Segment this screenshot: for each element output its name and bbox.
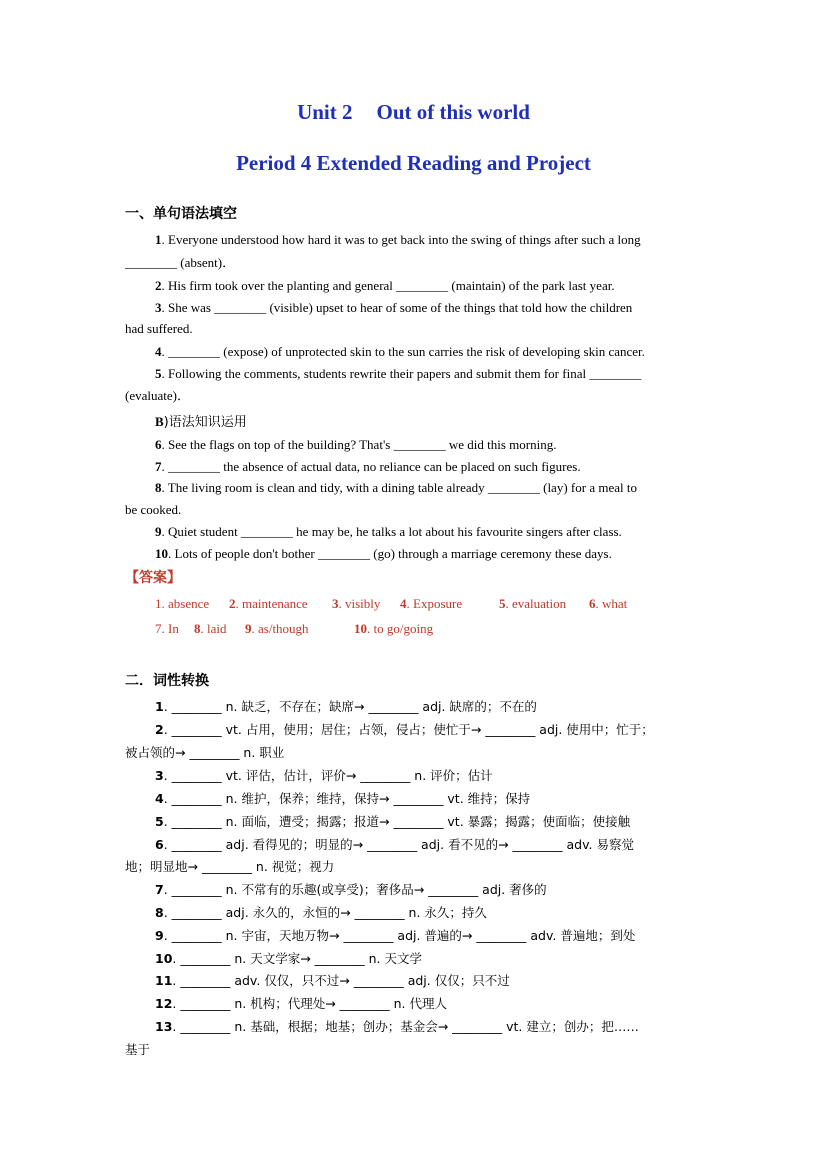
question-8-cont: be cooked. bbox=[125, 502, 182, 517]
row-9: 9. ________ n. 宇宙，天地万物→ ________ adj. 普遍的→ ________ adv. 普遍地；到处 bbox=[155, 928, 636, 943]
question-9: 9. Quiet student ________ he may be, he talks a lot about his favourite singers after class. bbox=[155, 524, 622, 539]
row-12: 12. ________ n. 机构；代理处→ ________ n. 代理人 bbox=[155, 996, 447, 1011]
row-6-cont: 地；明显地→ ________ n. 视觉；视力 bbox=[125, 859, 335, 874]
row-3: 3. ________ vt. 评估，估计，评价→ ________ n. 评价；估计 bbox=[155, 768, 493, 783]
answer-1: 1. absence bbox=[155, 596, 210, 611]
row-1: 1. ________ n. 缺乏，不存在；缺席→ ________ adj. 缺席的；不在的 bbox=[155, 699, 537, 714]
row-8: 8. ________ adj. 永久的，永恒的→ ________ n. 永久；持久 bbox=[155, 905, 487, 920]
row-13: 13. ________ n. 基础，根据；地基；创办；基金会→ ________ vt. 建立；创办；把…… bbox=[155, 1019, 639, 1034]
answer-3: 3. visibly bbox=[332, 596, 381, 611]
answer-6: 6. what bbox=[589, 596, 628, 611]
row-13-cont: 基于 bbox=[125, 1042, 151, 1057]
period-title: Period 4 Extended Reading and Project bbox=[236, 151, 591, 175]
unit-label: Unit 2 bbox=[297, 100, 353, 124]
row-11: 11. ________ adv. 仅仅，只不过→ ________ adj. 仅仅；只不过 bbox=[155, 973, 510, 988]
question-3: 3. She was ________ (visible) upset to hear of some of the things that told how the children bbox=[155, 300, 633, 315]
answer-8: 8. laid bbox=[194, 621, 227, 636]
answer-9: 9. as/though bbox=[245, 621, 309, 636]
question-8: 8. The living room is clean and tidy, with a dining table already ________ (lay) for a meal to bbox=[155, 480, 637, 495]
question-7: 7. ________ the absence of actual data, no reliance can be placed on such figures. bbox=[155, 459, 581, 474]
answer-7: 7. In bbox=[155, 621, 179, 636]
section2-heading: 二．词性转换 bbox=[125, 673, 209, 689]
section1-heading: 一、单句语法填空 bbox=[125, 206, 237, 222]
question-10: 10. Lots of people don't bother ________ (go) through a marriage ceremony these days. bbox=[155, 546, 612, 561]
answer-10: 10. to go/going bbox=[354, 621, 434, 636]
question-3-cont: had suffered. bbox=[125, 321, 193, 336]
row-5: 5. ________ n. 面临，遭受；揭露；报道→ ________ vt. 暴露；揭露；使面临；使接触 bbox=[155, 814, 631, 829]
question-6: 6. See the flags on top of the building? That's ________ we did this morning. bbox=[155, 437, 557, 452]
row-4: 4. ________ n. 维护，保养；维持，保持→ ________ vt. 维持；保持 bbox=[155, 791, 531, 806]
answer-4: 4. Exposure bbox=[400, 596, 463, 611]
row-7: 7. ________ n. 不常有的乐趣(或享受)；奢侈品→ ________ adj. 奢侈的 bbox=[155, 882, 547, 897]
subheading-b: B)语法知识运用 bbox=[155, 414, 247, 430]
answer-2: 2. maintenance bbox=[229, 596, 308, 611]
question-2: 2. His firm took over the planting and general ________ (maintain) of the park last year. bbox=[155, 278, 615, 293]
row-6: 6. ________ adj. 看得见的；明显的→ ________ adj. 看不见的→ ________ adv. 易察觉 bbox=[155, 837, 634, 852]
answer-5: 5. evaluation bbox=[499, 596, 567, 611]
question-5-cont: (evaluate)． bbox=[125, 388, 190, 403]
question-1-cont: ________ (absent)． bbox=[125, 255, 236, 270]
answer-label: 【答案】 bbox=[125, 570, 181, 586]
question-5: 5. Following the comments, students rewrite their papers and submit them for final ________ bbox=[155, 366, 642, 381]
row-10: 10. ________ n. 天文学家→ ________ n. 天文学 bbox=[155, 951, 422, 966]
unit-title bbox=[0, 100, 827, 125]
unit-topic: Out of this world bbox=[376, 100, 530, 124]
question-1: 1. Everyone understood how hard it was to get back into the swing of things after such a long bbox=[155, 232, 641, 247]
row-2: 2. ________ vt. 占用，使用；居住；占领，侵占；使忙于→ ________ adj. 使用中；忙于； bbox=[155, 722, 654, 737]
row-2-cont: 被占领的→ ________ n. 职业 bbox=[125, 745, 285, 760]
question-4: 4. ________ (expose) of unprotected skin to the sun carries the risk of developing skin cancer. bbox=[155, 344, 645, 359]
